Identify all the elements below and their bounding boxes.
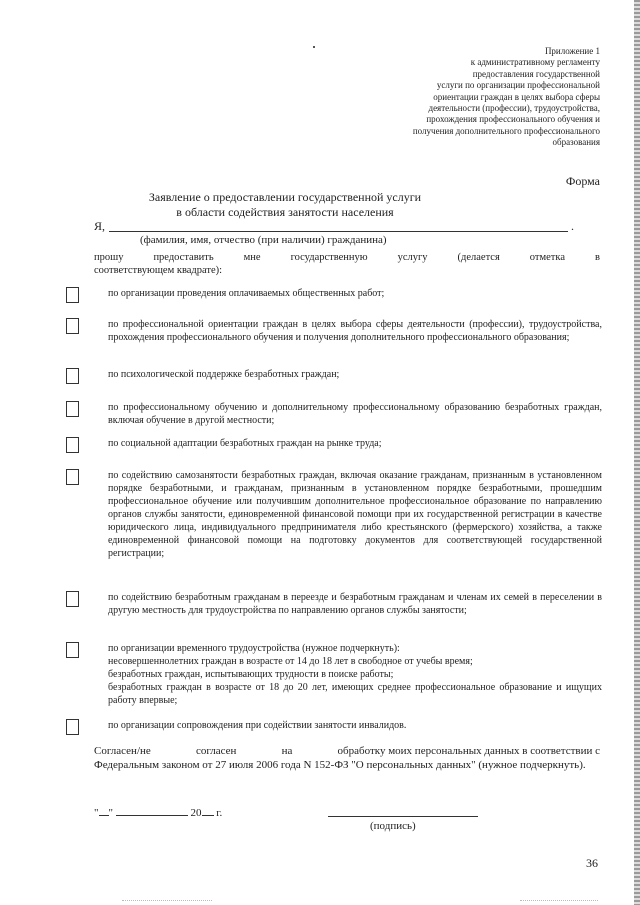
option-text-self-employment: по содействию самозанятости безработных граждан, включая оказание гражданам, признанным в установленном порядке безработными, и гражданам, признанным в установленном порядке безработными, прошедшим профессиональное обучение или получившим дополнительное профессиональное образование по направлению органов службы занятости, единовременной финансовой помощи при их государственной регистрации в качестве юридического лица, индивидуального предпринимателя либо крестьянского (фермерского) хозяйства, а также единовременной финансовой помощи на подготовку документов для соответствующей государственной регистрации; <box>108 470 602 559</box>
year-suffix: г. <box>216 807 223 819</box>
consent-rest: Федеральным законом от 27 июля 2006 года N 152-ФЗ "О персональных данных" (нужное подчеркнуть). <box>94 759 586 771</box>
option-checkbox-career-guidance[interactable] <box>66 318 79 334</box>
appendix-line: услуги по организации профессиональной <box>436 80 600 91</box>
date-quote-close: " <box>108 807 113 819</box>
consent-word: Согласен/не <box>94 745 151 757</box>
consent-word: обработку моих персональных данных в соответствии с <box>337 745 600 757</box>
consent-first-line <box>94 744 600 758</box>
request-word: предоставить <box>153 252 214 263</box>
option-text-paid-public-works: по организации проведения оплачиваемых общественных работ; <box>108 288 385 299</box>
request-text <box>94 251 600 277</box>
appendix-note <box>350 46 600 149</box>
option-text-career-guidance: по профессиональной ориентации граждан в целях выбора сферы деятельности (профессии), трудоустройства, прохождения профессионального обучения и получения дополнительного профессионального образования; <box>108 319 602 343</box>
consent-word: согласен <box>195 745 237 757</box>
request-word: в <box>594 252 600 263</box>
date-quote-open: " <box>94 807 99 819</box>
request-first-line <box>94 251 600 264</box>
appendix-line: ориентации граждан в целях выбора сферы <box>433 91 600 102</box>
document-title <box>120 190 450 220</box>
applicant-prefix: Я, <box>94 219 106 233</box>
page-number: 36 <box>586 856 598 870</box>
month-blank[interactable] <box>116 804 188 816</box>
appendix-line: образования <box>552 137 600 148</box>
appendix-line: получения дополнительного профессионального <box>412 125 600 136</box>
option-text-psychological-support: по психологической поддержке безработных граждан; <box>108 369 340 380</box>
request-word: (делается <box>457 252 500 263</box>
form-label: Форма <box>565 174 600 188</box>
date-field <box>94 804 222 819</box>
option-checkbox-vocational-training[interactable] <box>66 401 79 417</box>
signature-caption: (подпись) <box>370 820 416 832</box>
request-rest: соответствующем квадрате): <box>94 265 223 276</box>
year-blank[interactable] <box>202 804 214 816</box>
year-prefix: 20 <box>190 807 202 819</box>
option-checkbox-relocation[interactable] <box>66 591 79 607</box>
scanned-edge <box>634 0 640 905</box>
consent-word: на <box>281 745 293 757</box>
request-word: государственную <box>290 252 368 263</box>
applicant-name-row <box>94 219 574 234</box>
consent-statement <box>94 744 600 772</box>
request-word: прошу <box>94 252 124 263</box>
scan-artifact-rule <box>122 900 212 902</box>
appendix-line: деятельности (профессии), трудоустройства, <box>428 103 600 114</box>
appendix-line: прохождения профессионального обучения и <box>426 114 600 125</box>
option-checkbox-self-employment[interactable] <box>66 469 79 485</box>
scan-artifact-rule <box>520 900 598 902</box>
applicant-end: . <box>571 219 574 233</box>
option-text-relocation: по содействию безработным гражданам в переезде и безработным гражданам и членам их семей в переселении в другую местность для трудоустройства по направлению органов службы занятости; <box>108 592 602 616</box>
option-text-temporary-employment: по организации временного трудоустройства (нужное подчеркнуть): несовершеннолетних граждан в возрасте от 14 до 18 лет в свободное от учебы время; безработных граждан, испытывающих трудности в поиске работы; безработных граждан в возрасте от 18 до 20 лет, имеющих среднее профессиональное образование и ищущих работу впервые; <box>108 643 602 706</box>
request-word: услугу <box>397 252 428 263</box>
applicant-caption: (фамилия, имя, отчество (при наличии) гражданина) <box>140 234 387 246</box>
option-checkbox-temporary-employment[interactable] <box>66 642 79 658</box>
day-blank[interactable] <box>99 804 109 816</box>
appendix-line: Приложение 1 <box>544 46 600 56</box>
option-text-social-adaptation: по социальной адаптации безработных граждан на рынке труда; <box>108 438 382 449</box>
title-line: Заявление о предоставлении государственной услуги <box>148 190 422 204</box>
option-checkbox-disabled-support[interactable] <box>66 719 79 735</box>
scan-speck <box>313 46 315 48</box>
option-checkbox-paid-public-works[interactable] <box>66 287 79 303</box>
signature-field[interactable] <box>328 816 478 817</box>
appendix-line: к административному регламенту <box>470 57 600 68</box>
appendix-line: предоставления государственной <box>472 68 600 79</box>
request-word: мне <box>243 252 261 263</box>
option-text-vocational-training: по профессиональному обучению и дополнительному профессиональному образованию безработных граждан, включая обучение в другой местности; <box>108 402 602 426</box>
request-word: отметка <box>529 252 565 263</box>
option-checkbox-social-adaptation[interactable] <box>66 437 79 453</box>
title-line: в области содействия занятости населения <box>176 205 394 219</box>
applicant-name-field[interactable] <box>109 231 568 232</box>
option-text-disabled-support: по организации сопровождения при содействии занятости инвалидов. <box>108 720 407 731</box>
option-checkbox-psychological-support[interactable] <box>66 368 79 384</box>
